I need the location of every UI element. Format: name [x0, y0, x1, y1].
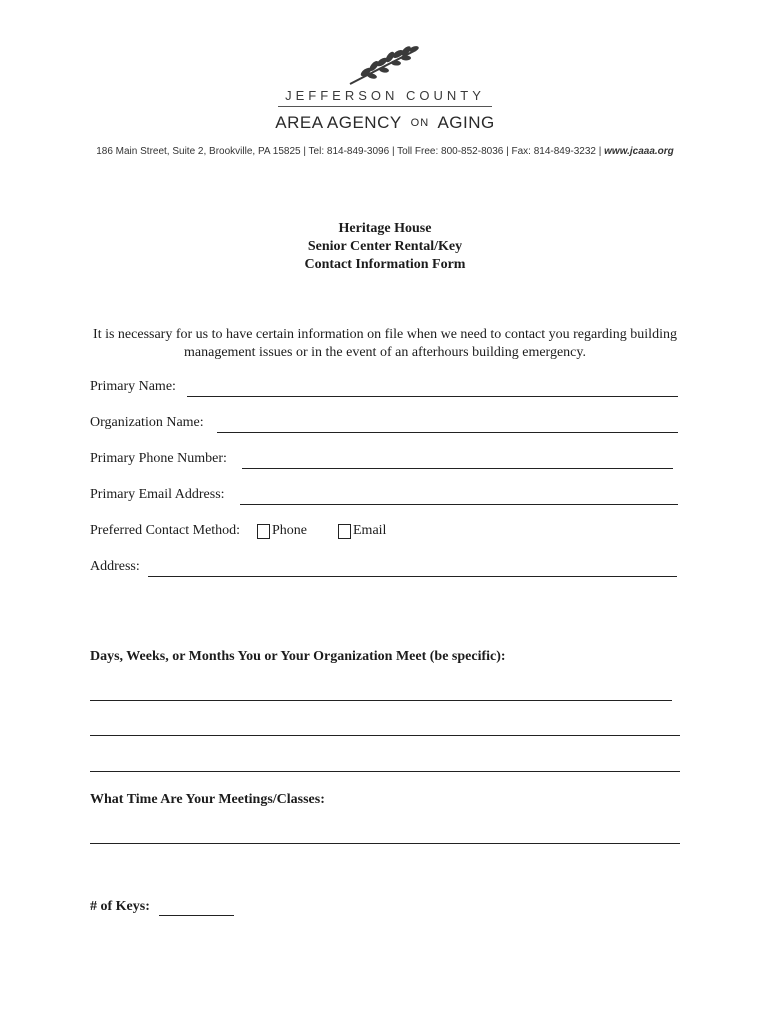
website-link[interactable]: www.jcaaa.org — [604, 146, 674, 157]
preferred-contact-label: Preferred Contact Method: — [90, 523, 241, 538]
title-line-3: Contact Information Form — [304, 257, 466, 272]
meeting-days-line-2[interactable] — [90, 735, 680, 736]
meeting-days-line-1[interactable] — [90, 700, 672, 701]
email-checkbox[interactable] — [338, 524, 351, 539]
primary-name-label: Primary Name: — [90, 379, 176, 394]
address-field[interactable] — [148, 576, 677, 577]
org-agency-part2: AGING — [437, 113, 495, 132]
meeting-time-line[interactable] — [90, 843, 680, 844]
address-label: Address: — [90, 559, 140, 574]
keys-label: # of Keys: — [90, 899, 150, 914]
title-line-2: Senior Center Rental/Key — [307, 239, 463, 254]
contact-details: 186 Main Street, Suite 2, Brookville, PA 15825 | Tel: 814-849-3096 | Toll Free: 800-852-8036 | Fax: 814-849-3232 | — [96, 146, 605, 157]
primary-name-field[interactable] — [187, 396, 678, 397]
contact-line — [0, 146, 770, 157]
form-title — [0, 220, 770, 274]
primary-phone-field[interactable] — [242, 468, 673, 469]
organization-name-field[interactable] — [217, 432, 678, 433]
email-option-label: Email — [353, 523, 387, 538]
phone-option-label: Phone — [272, 523, 307, 538]
logo-divider — [278, 106, 492, 107]
org-county-name: JEFFERSON COUNTY — [285, 88, 485, 103]
org-agency-on: ON — [410, 117, 430, 129]
keys-field[interactable] — [159, 915, 234, 916]
title-line-1: Heritage House — [338, 221, 432, 236]
meeting-days-label: Days, Weeks, or Months You or Your Organization Meet (be specific): — [90, 649, 506, 664]
meeting-days-line-3[interactable] — [90, 771, 680, 772]
intro-paragraph: It is necessary for us to have certain information on file when we need to contact you regarding building management issues or in the event of an afterhours building emergency. — [93, 327, 677, 360]
olive-branch-logo-icon — [344, 44, 424, 92]
meeting-time-label: What Time Are Your Meetings/Classes: — [90, 792, 325, 807]
primary-phone-label: Primary Phone Number: — [90, 451, 227, 466]
phone-checkbox[interactable] — [257, 524, 270, 539]
org-agency-part1: AREA AGENCY — [275, 113, 402, 132]
primary-email-label: Primary Email Address: — [90, 487, 225, 502]
primary-email-field[interactable] — [240, 504, 678, 505]
organization-name-label: Organization Name: — [90, 415, 204, 430]
org-agency-name — [0, 113, 770, 133]
